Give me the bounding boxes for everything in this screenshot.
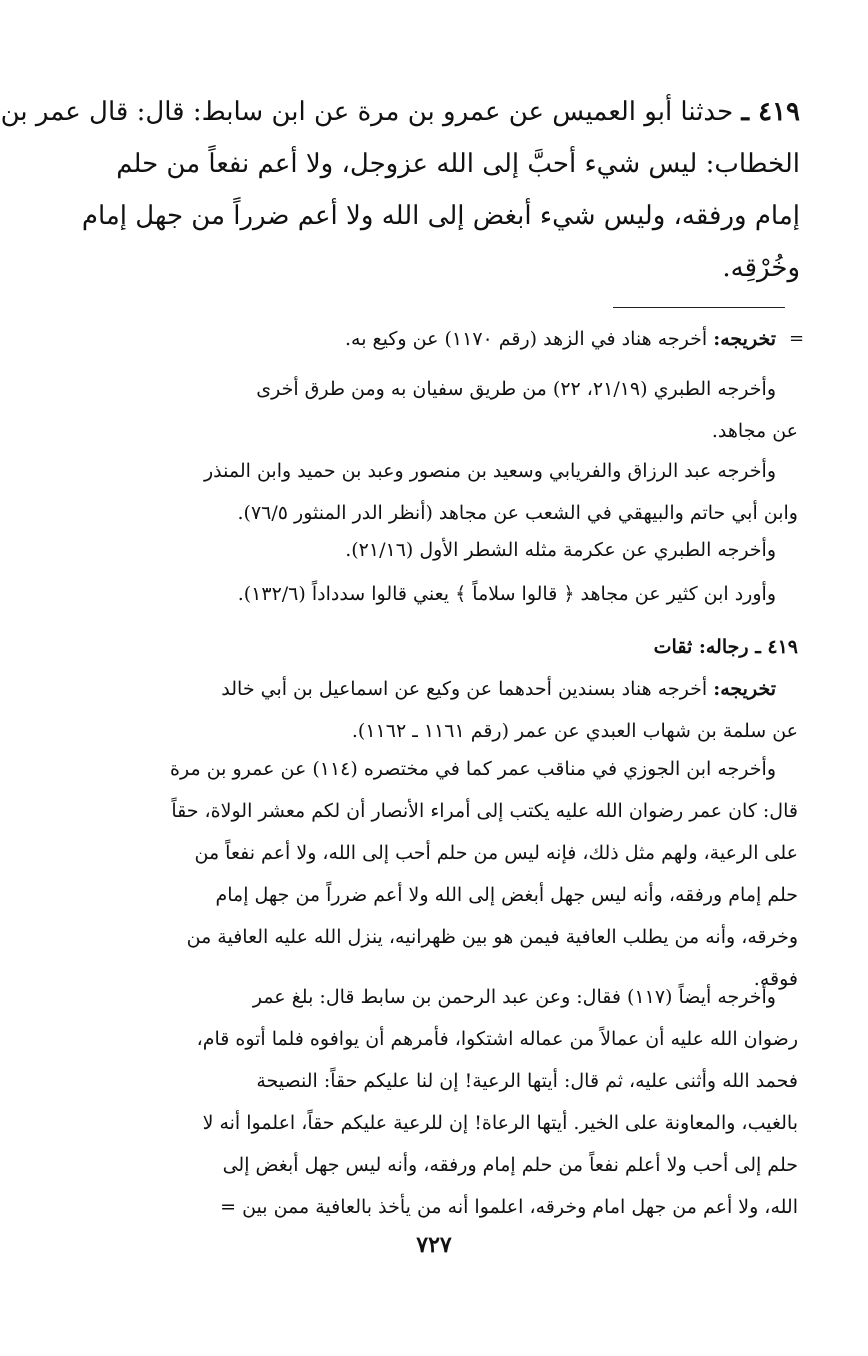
footnote-paragraph: وأخرجه عبد الرزاق والفريابي وسعيد بن منصور وعبد بن حميد وابن المنذر وابن أبي حاتم والبيهقي في الشعب عن مجاهد (أنظر الدر المنثور ٧٦/٥). (203, 460, 798, 524)
footnote-takhrij: تخريجه: أخرجه هناد في الزهد (رقم ١١٧٠) عن وكيع به. (344, 328, 776, 350)
rijal-heading: ٤١٩ ـ رجاله: ثقات (653, 636, 798, 658)
main-line: الخطاب: ليس شيء أحبَّ إلى الله عزوجل، ولا أعم نفعاً من حلم (116, 149, 800, 179)
main-line: ٤١٩ ـ حدثنا أبو العميس عن عمرو بن مرة عن ابن سابط: قال: قال عمر بن (0, 97, 800, 127)
main-line: إمام ورفقه، وليس شيء أبغض إلى الله ولا أعم ضرراً من جهل إمام (81, 201, 800, 231)
footnote-paragraph: وأخرجه أيضاً (١١٧) فقال: وعن عبد الرحمن بن سابط قال: بلغ عمر رضوان الله عليه أن عمالاً من عماله اشتكوا، فأمرهم أن يوافوه فلما أتوه قام، فحمد الله وأثنى عليه، ثم قال: أيتها الرعية! إن لنا عليكم حقاً: النصيحة بالغيب، والمعاونة على الخير. أيتها الرعاة! إن للرعية عليكم حقاً، اعلموا أنه لا حلم إلى أحب ولا أعلم نفعاً من حلم إمام ورفقه، وأنه ليس جهل أبغض إلى الله، ولا أعم من جهل امام وخرقه، اعلموا أنه من يأخذ بالعافية ممن بين = (196, 986, 798, 1218)
main-narration (0, 86, 800, 294)
footnote-paragraph: وأخرجه الطبري عن عكرمة مثله الشطر الأول (٢١/١٦). (345, 539, 776, 561)
footnote-paragraph: وأخرجه ابن الجوزي في مناقب عمر كما في مختصره (١١٤) عن عمرو بن مرة قال: كان عمر رضوان الله عليه يكتب إلى أمراء الأنصار أن لكم معشر الولاة، حقاً على الرعية، ولهم مثل ذلك، فإنه ليس من حلم أحب إلى الله، ولا أعم نفعاً من حلم إمام ورفقه، وأنه ليس جهل أبغض إلى الله ولا أعم ضرراً من جهل إمام وخرقه، وأنه من يطلب العافية فيمن هو بين ظهرانيه، ينزل الله عليه العافية من فوقه. (170, 758, 798, 990)
main-line: وخُرْقِه. (722, 253, 800, 283)
footnote-takhrij-2: تخريجه: أخرجه هناد بسندين أحدهما عن وكيع عن اسماعيل بن أبي خالد عن سلمة بن شهاب العبدي عن عمر (رقم ١١٦١ ـ ١١٦٢). (221, 678, 798, 742)
footnote-paragraph: وأورد ابن كثير عن مجاهد ﴿ قالوا سلاماً ﴾ يعني قالوا سدداداً (١٣٢/٦). (237, 583, 776, 605)
hadith-number: ٤١٩ ـ (741, 97, 800, 127)
continuation-mark: = (789, 328, 805, 349)
page-number: ٧٢٧ (416, 1232, 452, 1258)
rijal-number: ٤١٩ ـ (755, 636, 798, 658)
footnote-paragraph: وأخرجه الطبري (٢١/١٩، ٢٢) من طريق سفيان به ومن طرق أخرى عن مجاهد. (256, 378, 798, 442)
takhrij-label: تخريجه: (713, 328, 776, 350)
takhrij-label: تخريجه: (713, 678, 776, 700)
footnote-separator (613, 307, 785, 308)
